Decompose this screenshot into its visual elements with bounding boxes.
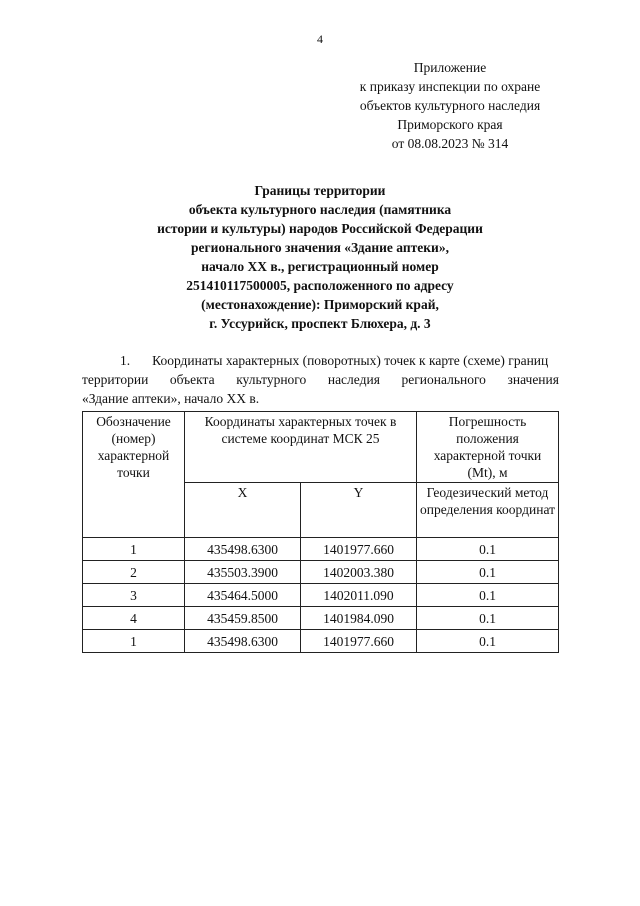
paragraph-number: 1. [120,353,131,368]
cell-y: 1401977.660 [301,630,417,653]
paragraph-word: объекта [169,372,215,387]
table-row [83,561,559,584]
coordinates-table [82,411,559,653]
cell-point: 4 [83,607,185,630]
paragraph-justified-line [82,370,559,389]
paragraph-word: наследия [327,372,380,387]
cell-mt: 0.1 [417,630,559,653]
cell-y: 1401977.660 [301,538,417,561]
cell-point: 1 [83,630,185,653]
header-error: Погрешность положения характерной точки (Mt), м [417,412,559,483]
header-coordinates: Координаты характерных точек в системе координат МСК 25 [185,412,417,483]
paragraph-word: значения [507,372,559,387]
table-row [83,584,559,607]
cell-x: 435498.6300 [185,538,301,561]
appendix-line: от 08.08.2023 № 314 [391,136,509,151]
cell-y: 1402003.380 [301,561,417,584]
cell-point: 2 [83,561,185,584]
cell-mt: 0.1 [417,607,559,630]
cell-point: 1 [83,538,185,561]
cell-point: 3 [83,584,185,607]
cell-mt: 0.1 [417,584,559,607]
section-paragraph [82,351,559,408]
appendix-line: Приморского края [397,117,503,132]
title-line: истории и культуры) народов Российской Федерации [157,221,483,236]
cell-mt: 0.1 [417,538,559,561]
appendix-line: Приложение [413,60,487,75]
paragraph-word: регионального [401,372,486,387]
title-line: Границы территории [254,183,386,198]
page-number: 4 [317,32,323,46]
title-line: регионального значения «Здание аптеки», [191,240,449,255]
title-line: 251410117500005, расположенного по адресу [186,278,454,293]
title-line: (местонахождение): Приморский край, [201,297,439,312]
title-line: г. Уссурийск, проспект Блюхера, д. 3 [209,316,431,331]
paragraph-text: «Здание аптеки», начало XX в. [82,391,260,406]
cell-x: 435464.5000 [185,584,301,607]
appendix-line: к приказу инспекции по охране [359,79,541,94]
appendix-header [300,58,600,153]
title-line: объекта культурного наследия (памятника [188,202,452,217]
paragraph-word: территории [82,372,149,387]
table-row [83,607,559,630]
cell-mt: 0.1 [417,561,559,584]
paragraph-text: Координаты характерных (поворотных) точек к карте (схеме) границ [152,353,549,368]
cell-x: 435459.8500 [185,607,301,630]
header-y: Y [301,483,417,538]
cell-y: 1401984.090 [301,607,417,630]
paragraph-word: культурного [236,372,307,387]
table-row [83,630,559,653]
header-designation: Обозначение (номер) характерной точки [83,412,185,538]
header-method: Геодезический метод определения координат [417,483,559,538]
document-title [80,181,560,333]
title-line: начало XX в., регистрационный номер [201,259,439,274]
cell-y: 1402011.090 [301,584,417,607]
table-row [83,538,559,561]
appendix-line: объектов культурного наследия [359,98,541,113]
header-x: X [185,483,301,538]
cell-x: 435498.6300 [185,630,301,653]
cell-x: 435503.3900 [185,561,301,584]
